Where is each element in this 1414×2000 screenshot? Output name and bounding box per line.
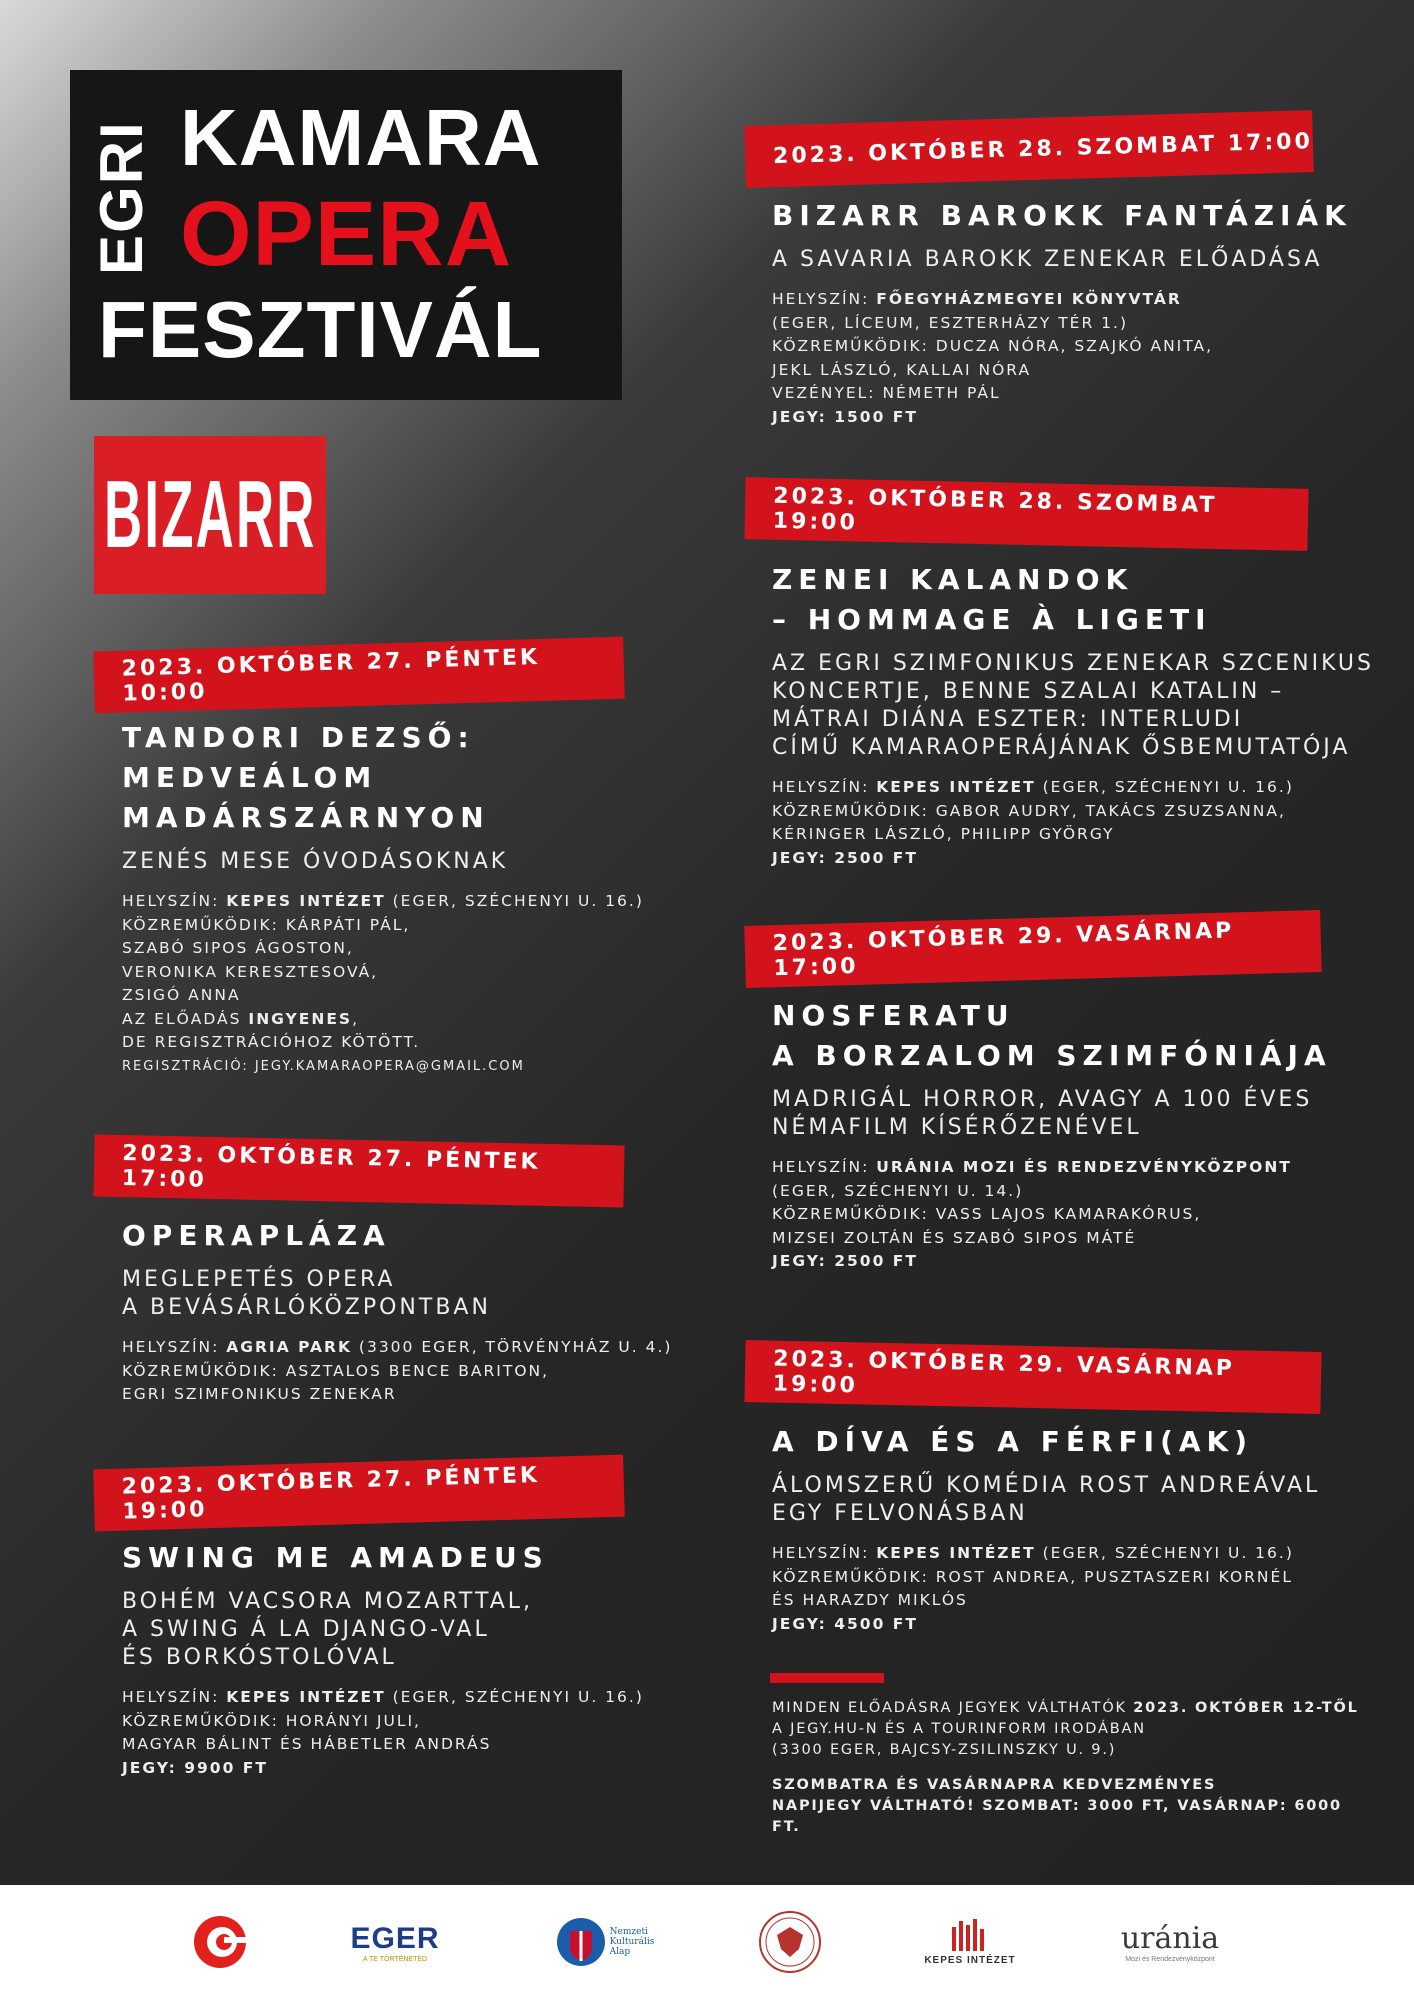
registration-email: REGISZTRÁCIÓ: JEGY.KAMARAOPERA@GMAIL.COM xyxy=(122,1058,525,1074)
event-subtitle: BOHÉM VACSORA MOZARTTAL, A SWING Á LA DJANGO-VAL ÉS BORKÓSTOLÓVAL xyxy=(122,1589,534,1670)
urania-logo[interactable]: uránia Mozi és Rendezvényközpont xyxy=(1120,1921,1220,1963)
event-details: HELYSZÍN: KEPES INTÉZET (EGER, SZÉCHENYI U. 16.) KÖZREMŰKÖDIK: ROST ANDREA, PUSZTASZERI KORNÉL ÉS HARAZDY MIKLÓS JEGY: 4500 FT xyxy=(772,1544,1294,1633)
date-banner: 2023. OKTÓBER 27. PÉNTEK 10:00 xyxy=(93,637,625,714)
event-details: HELYSZÍN: KEPES INTÉZET (EGER, SZÉCHENYI U. 16.) KÖZREMŰKÖDIK: GABOR AUDRY, TAKÁCS ZSUZSANNA, KÉRINGER LÁSZLÓ, PHILIPP GYÖRGY JEGY: 2500 FT xyxy=(772,778,1294,867)
kepes-intezet-logo[interactable]: KEPES INTÉZET xyxy=(920,1909,1020,1975)
bizarr-logo xyxy=(94,436,326,594)
red-circle-logo-icon[interactable] xyxy=(188,1909,252,1975)
event-title: ZENEI KALANDOK – HOMMAGE À LIGETI xyxy=(772,563,1212,636)
logo-egri: EGRI xyxy=(88,120,155,275)
event-details: HELYSZÍN: KEPES INTÉZET (EGER, SZÉCHENYI U. 16.) KÖZREMŰKÖDIK: HORÁNYI JULI, MAGYAR BÁLINT ÉS HÁBETLER ANDRÁS JEGY: 9900 FT xyxy=(122,1688,644,1777)
date-banner: 2023. OKTÓBER 27. PÉNTEK 19:00 xyxy=(93,1455,625,1532)
event-title: SWING ME AMADEUS xyxy=(122,1541,549,1574)
event-diva-es-a-ferfiak xyxy=(772,1422,1402,1636)
eger-logo[interactable]: EGER A TE TÖRTÉNETED xyxy=(350,1921,440,1963)
festival-logo xyxy=(70,70,622,400)
event-title: TANDORI DEZSŐ: MEDVEÁLOM MADÁRSZÁRNYON xyxy=(122,721,490,834)
red-divider xyxy=(770,1673,884,1683)
event-details: HELYSZÍN: AGRIA PARK (3300 EGER, TÖRVÉNYHÁZ U. 4.) KÖZREMŰKÖDIK: ASZTALOS BENCE BARITON, EGRI SZIMFONIKUS ZENEKAR xyxy=(122,1338,673,1403)
event-subtitle: ÁLOMSZERŰ KOMÉDIA ROST ANDREÁVAL EGY FELVONÁSBAN xyxy=(772,1473,1321,1526)
ticket-info: MINDEN ELŐADÁSRA JEGYEK VÁLTHATÓK 2023. OKTÓBER 12-TŐL A JEGY.HU-N ÉS A TOURINFORM IRODÁBAN (3300 EGER, BAJCSY-ZSILINSZKY U. 9.) SZOMBATRA ÉS VASÁRNAPRA KEDVEZMÉNYES NAPIJEGY VÁLTHATÓ! SZOMBAT: 3000 FT, VASÁRNAP: 6000 FT. xyxy=(772,1700,1359,1835)
event-tandori xyxy=(122,718,682,1078)
event-bizarr-barokk xyxy=(772,196,1392,429)
eagle-crest-icon[interactable] xyxy=(755,1909,825,1975)
event-swing-me-amadeus xyxy=(122,1538,702,1780)
sponsor-logos xyxy=(0,1885,1414,2000)
event-title: A DÍVA ÉS A FÉRFI(AK) xyxy=(772,1425,1254,1458)
logo-kamara: KAMARA xyxy=(180,93,542,182)
event-details: HELYSZÍN: FŐEGYHÁZMEGYEI KÖNYVTÁR (EGER, LÍCEUM, ESZTERHÁZY TÉR 1.) KÖZREMŰKÖDIK: DUCZA NÓRA, SZAJKÓ ANITA, JEKL LÁSZLÓ, KALLAI NÓRA VEZÉNYEL: NÉMETH PÁL JEGY: 1500 FT xyxy=(772,290,1214,426)
event-subtitle: AZ EGRI SZIMFONIKUS ZENEKAR SZCENIKUS KONCERTJE, BENNE SZALAI KATALIN – MÁTRAI DIÁNA ESZTER: INTERLUDI CÍMŰ KAMARAOPERÁJÁNAK ŐSBEMUTATÓJA xyxy=(772,651,1374,760)
logo-fesztival: FESZTIVÁL xyxy=(98,285,543,374)
event-details: HELYSZÍN: URÁNIA MOZI ÉS RENDEZVÉNYKÖZPONT (EGER, SZÉCHENYI U. 14.) KÖZREMŰKÖDIK: VASS LAJOS KAMARAKÓRUS, MIZSEI ZOLTÁN ÉS SZABÓ SIPOS MÁTÉ JEGY: 2500 FT xyxy=(772,1158,1292,1270)
date-banner: 2023. OKTÓBER 28. SZOMBAT 19:00 xyxy=(744,477,1308,551)
event-title: OPERAPLÁZA xyxy=(122,1219,391,1252)
event-subtitle: MADRIGÁL HORROR, AVAGY A 100 ÉVES NÉMAFILM KÍSÉRŐZENÉVEL xyxy=(772,1087,1313,1140)
event-title: BIZARR BAROKK FANTÁZIÁK xyxy=(772,199,1352,232)
nka-logo[interactable]: Nemzeti Kulturális Alap xyxy=(545,1909,665,1975)
event-title: NOSFERATU A BORZALOM SZIMFÓNIÁJA xyxy=(772,999,1332,1072)
event-subtitle: ZENÉS MESE ÓVODÁSOKNAK xyxy=(122,849,509,874)
kepes-bars-icon xyxy=(950,1919,990,1955)
event-operaplaza xyxy=(122,1216,722,1407)
date-banner: 2023. OKTÓBER 27. PÉNTEK 17:00 xyxy=(93,1134,624,1207)
event-details: HELYSZÍN: KEPES INTÉZET (EGER, SZÉCHENYI U. 16.) KÖZREMŰKÖDIK: KÁRPÁTI PÁL, SZABÓ SIPOS ÁGOSTON, VERONIKA KERESZTESOVÁ, ZSIGÓ ANNA AZ ELŐADÁS INGYENES, DE REGISZTRÁCIÓHOZ KÖTÖTT. REGISZTRÁCIÓ: JEGY.KAMARAOPERA@GMAIL.COM xyxy=(122,890,682,1078)
nka-crest-icon xyxy=(556,1915,606,1969)
logo-opera: OPERA xyxy=(180,183,513,285)
event-subtitle: A SAVARIA BAROKK ZENEKAR ELŐADÁSA xyxy=(772,247,1323,272)
bizarr-text: BIZARR xyxy=(103,461,317,568)
date-banner: 2023. OKTÓBER 28. SZOMBAT 17:00 xyxy=(744,110,1314,188)
event-subtitle: MEGLEPETÉS OPERA A BEVÁSÁRLÓKÖZPONTBAN xyxy=(122,1267,491,1320)
event-nosferatu xyxy=(772,996,1402,1274)
date-banner: 2023. OKTÓBER 29. VASÁRNAP 19:00 xyxy=(744,1340,1321,1414)
event-zenei-kalandok xyxy=(772,560,1402,870)
date-banner: 2023. OKTÓBER 29. VASÁRNAP 17:00 xyxy=(744,910,1322,988)
